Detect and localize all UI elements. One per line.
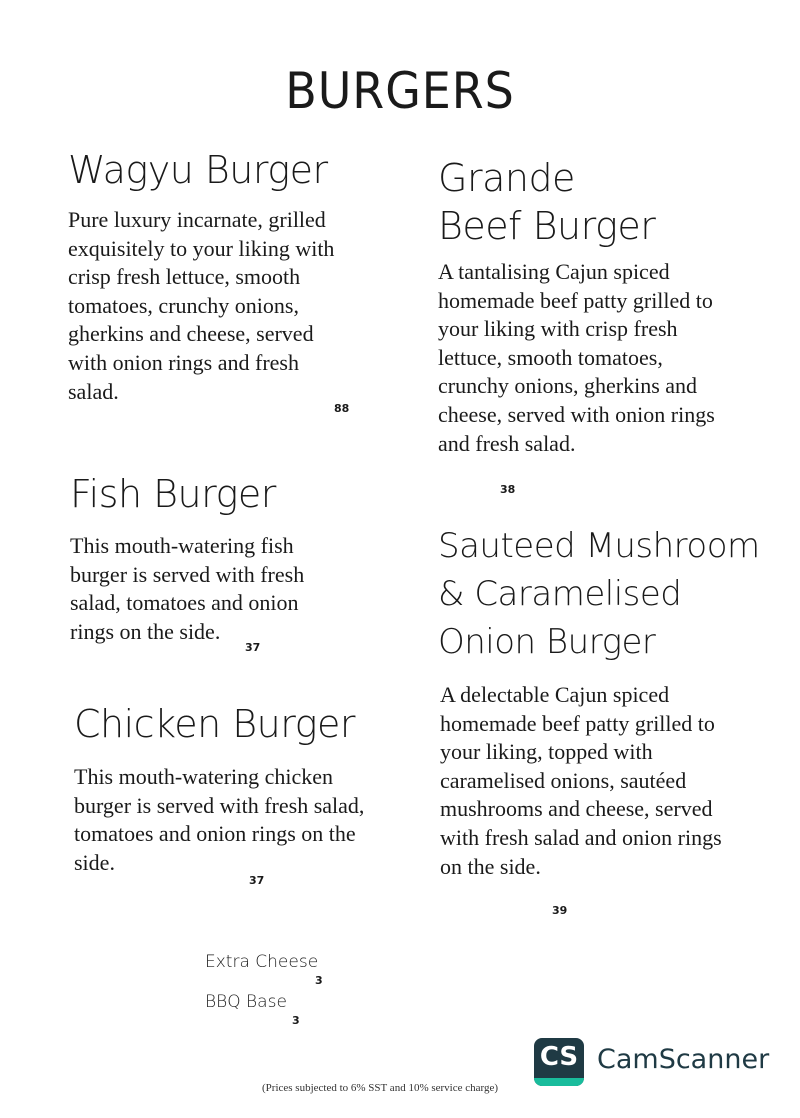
camscanner-logo-text: CS	[539, 1042, 579, 1072]
camscanner-name: CamScanner	[597, 1044, 770, 1075]
extra-price-cheese: 3	[315, 974, 323, 987]
item-name-fish: Fish Burger	[70, 472, 276, 516]
item-name-grande-beef: Grande Beef Burger	[438, 156, 656, 248]
item-desc-chicken: This mouth-watering chicken burger is served with fresh salad, tomatoes and onion rings on the side.	[74, 764, 365, 875]
extra-label-cheese: Extra Cheese	[205, 952, 319, 972]
item-desc-fish: This mouth-watering fish burger is served with fresh salad, tomatoes and onion rings on the side.	[70, 533, 305, 644]
price-footnote: (Prices subjected to 6% SST and 10% service charge)	[262, 1082, 499, 1094]
item-desc-grande-beef: A tantalising Cajun spiced homemade beef patty grilled to your liking with crisp fresh lettuce, smooth tomatoes, crunchy onions, gherkins and cheese, served with onion rings and fresh salad.	[438, 259, 715, 456]
item-name-wagyu: Wagyu Burger	[68, 148, 328, 192]
camscanner-logo-accent	[534, 1078, 584, 1086]
page-title: BURGERS	[285, 62, 515, 120]
item-price-mushroom: 39	[552, 904, 568, 917]
camscanner-logo	[534, 1038, 584, 1086]
item-price-wagyu: 88	[334, 402, 350, 415]
item-price-chicken: 37	[249, 874, 265, 887]
item-price-fish: 37	[245, 641, 261, 654]
item-desc-mushroom: A delectable Cajun spiced homemade beef patty grilled to your liking, topped with caramelised onions, sautéed mushrooms and cheese, served with fresh salad and onion rings on the side.	[440, 682, 722, 879]
extra-price-bbq: 3	[292, 1014, 300, 1027]
item-desc-wagyu: Pure luxury incarnate, grilled exquisitely to your liking with crisp fresh lettuce, smooth tomatoes, crunchy onions, gherkins and cheese, served with onion rings and fresh salad.	[68, 207, 335, 404]
item-price-grande-beef: 38	[500, 483, 516, 496]
item-name-mushroom: Sauteed Mushroom & Caramelised Onion Burger	[438, 526, 760, 662]
item-name-chicken: Chicken Burger	[74, 702, 355, 746]
extra-label-bbq: BBQ Base	[205, 992, 287, 1012]
